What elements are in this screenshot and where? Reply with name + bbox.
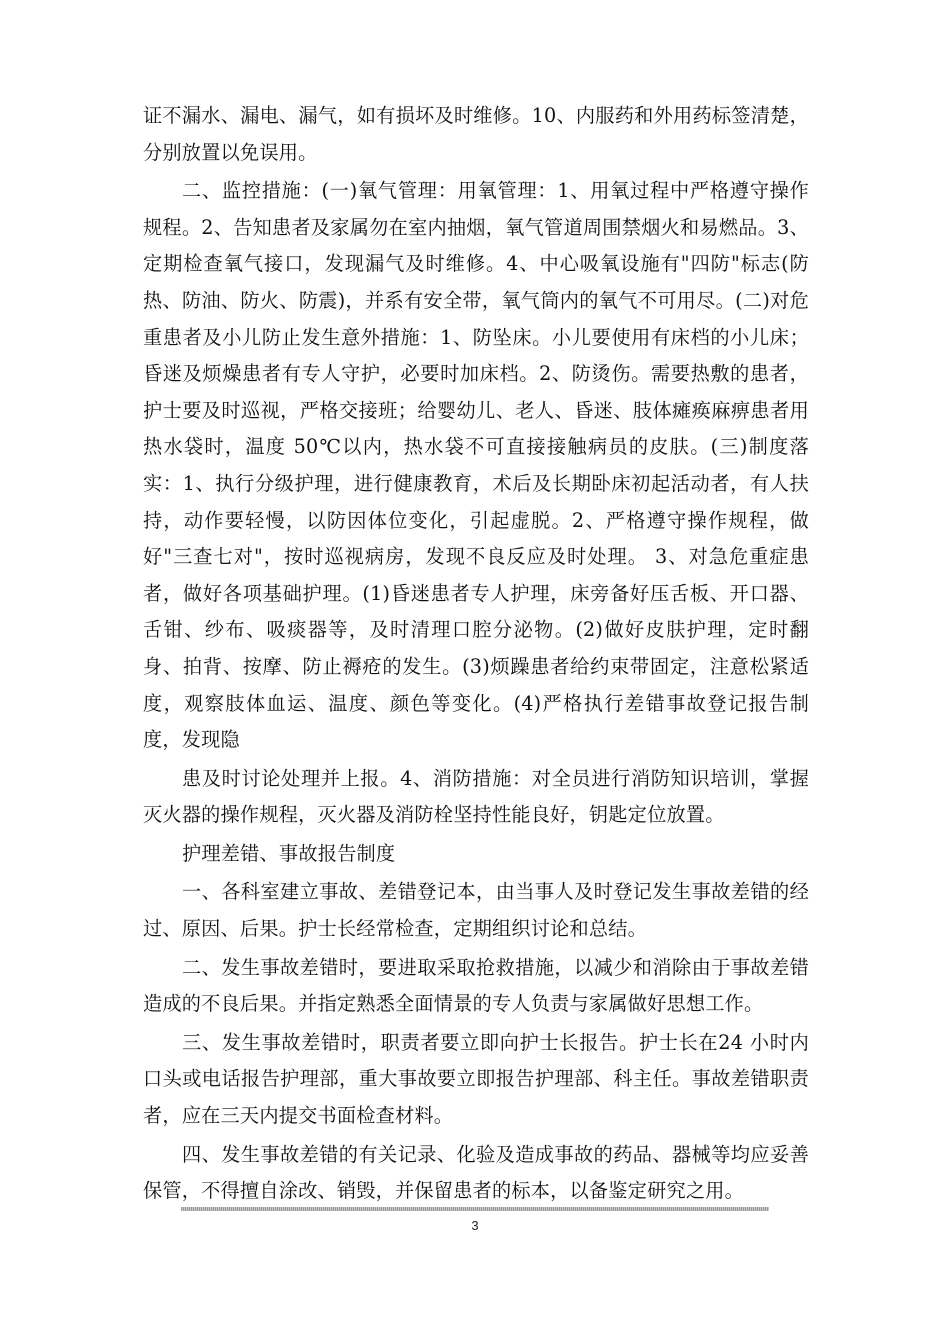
footer-divider — [181, 1207, 769, 1211]
paragraph-fire-safety: 患及时讨论处理并上报。4、消防措施：对全员进行消防知识培训，掌握灭火器的操作规程，灭火器及消防栓坚持性能良好，钥匙定位放置。 — [143, 766, 809, 827]
paragraph-monitoring-measures: 二、监控措施：(一)氧气管理：用氧管理：1、用氧过程中严格遵守操作规程。2、告知患者及家属勿在室内抽烟，氧气管道周围禁烟火和易燃品。3、定期检查氧气接口，发现漏气及时维修。4、中心吸氧设施有"四防"标志(防热、防油、防火、防震)，并系有安全带，氧气筒内的氧气不可用尽。(二)对危重患者及小儿防止发生意外措施：1、防坠床。小儿要使用有床档的小儿床；昏迷及烦燥患者有专人守护，必要时加床档。2、防烫伤。需要热敷的患者，护士要及时巡视，严格交接班；给婴幼儿、老人、昏迷、肢体瘫痪麻痹患者用热水袋时，温度 50℃以内，热水袋不可直接接触病员的皮肤。(三)制度落实：1、执行分级护理，进行健康教育，术后及长期卧床初起活动者，有人扶持，动作要轻慢，以防因体位变化，引起虚脱。2、严格遵守操作规程，做好"三查七对"，按时巡视病房，发现不良反应及时处理。 3、对急危重症患者，做好各项基础护理。(1)昏迷患者专人护理，床旁备好压舌板、开口器、舌钳、纱布、吸痰器等，及时清理口腔分泌物。(2)做好皮肤护理，定时翻身、拍背、按摩、防止褥疮的发生。(3)烦躁患者给约束带固定，注意松紧适度，观察肢体血运、温度、颜色等变化。(4)严格执行差错事故登记报告制度，发现隐 — [143, 179, 809, 752]
paragraph-rule-3: 三、发生事故差错时，职责者要立即向护士长报告。护士长在24 小时内口头或电话报告护理部，重大事故要立即报告护理部、科主任。事故差错职责者，应在三天内提交书面检查材料。 — [143, 1030, 809, 1128]
paragraph-rule-2: 二、发生事故差错时，要进取采取抢救措施，以减少和消除由于事故差错造成的不良后果。并指定熟悉全面情景的专人负责与家属做好思想工作。 — [143, 955, 809, 1016]
paragraph-continuation: 证不漏水、漏电、漏气，如有损坏及时维修。10、内服药和外用药标签清楚，分别放置以免误用。 — [143, 104, 809, 164]
page-number: 3 — [471, 1218, 479, 1233]
document-body — [143, 98, 809, 1210]
section-heading: 护理差错、事故报告制度 — [182, 841, 396, 865]
paragraph-rule-4: 四、发生事故差错的有关记录、化验及造成事故的药品、器械等均应妥善保管，不得擅自涂改、销毁，并保留患者的标本，以备鉴定研究之用。 — [143, 1142, 809, 1203]
paragraph-rule-1: 一、各科室建立事故、差错登记本，由当事人及时登记发生事故差错的经过、原因、后果。护士长经常检查，定期组织讨论和总结。 — [143, 880, 809, 941]
